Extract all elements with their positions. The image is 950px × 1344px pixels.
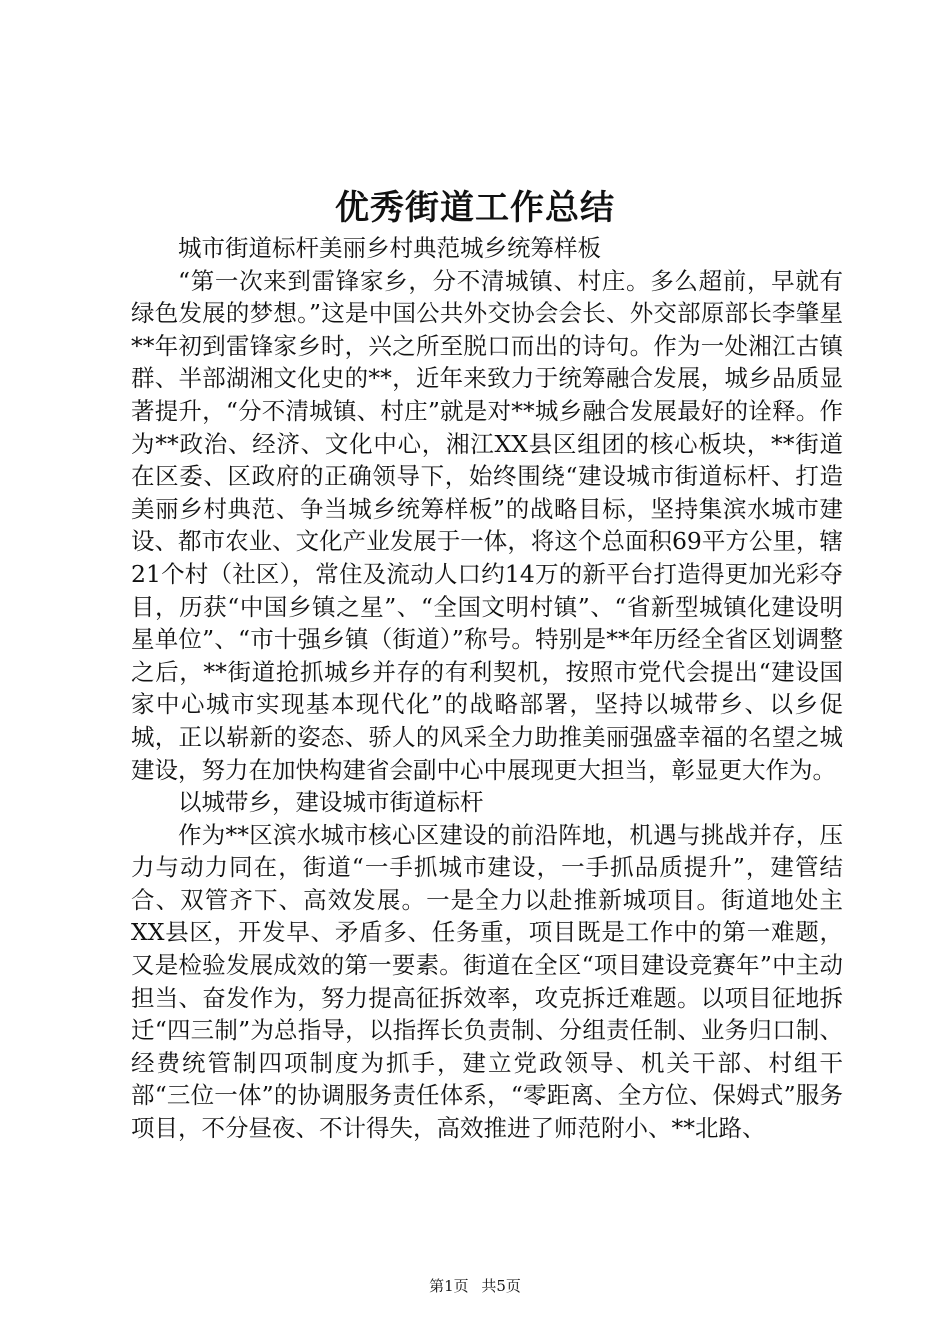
- paragraph-section-heading: 以城带乡，建设城市街道标杆: [178, 788, 484, 817]
- document-title: 优秀街道工作总结: [335, 188, 615, 228]
- paragraph-section-body: 作为**区滨水城市核心区建设的前沿阵地，机遇与挑战并存，压力与动力同在，街道“一手抓城市建设，一手抓品质提升”，建管结合、双管齐下、高效发展。一是全力以赴推新城项目。街道地处主XX县区，开发早、矛盾多、任务重，项目既是工作中的第一难题，又是检验发展成效的第一要素。街道在全区“项目建设竞赛年”中主动担当、奋发作为，努力提高征拆效率，攻克拆迁难题。以项目征地拆迁“四三制”为总指导，以指挥长负责制、分组责任制、业务归口制、经费统管制四项制度为抓手，建立党政领导、机关干部、村组干部“三位一体”的协调服务责任体系，“零距离、全方位、保姆式”服务项目，不分昼夜、不计得失，高效推进了师范附小、**北路、: [131, 820, 843, 1143]
- page-number: 第1页: [429, 1277, 469, 1295]
- page-footer: [0, 1276, 950, 1296]
- document-body: [131, 232, 843, 1145]
- page-total: 共5页: [481, 1277, 521, 1295]
- paragraph-intro: “第一次来到雷锋家乡，分不清城镇、村庄。多么超前，早就有绿色发展的梦想。”这是中国公共外交协会会长、外交部原部长李肇星**年初到雷锋家乡时，兴之所至脱口而出的诗句。作为一处湘江古镇群、半部湖湘文化史的**，近年来致力于统筹融合发展，城乡品质显著提升，“分不清城镇、村庄”就是对**城乡融合发展最好的诠释。作为**政治、经济、文化中心，湘江XX县区组团的核心板块，**街道在区委、区政府的正确领导下，始终围绕“建设城市街道标杆、打造美丽乡村典范、争当城乡统筹样板”的战略目标，坚持集滨水城市建设、都市农业、文化产业发展于一体，将这个总面积69平方公里，辖21个村（社区），常住及流动人口约14万的新平台打造得更加光彩夺目，历获“中国乡镇之星”、“全国文明村镇”、“省新型城镇化建设明星单位”、“市十强乡镇（街道）”称号。特别是**年历经全省区划调整之后，**街道抢抓城乡并存的有利契机，按照市党代会提出“建设国家中心城市实现基本现代化”的战略部署，坚持以城带乡、以乡促城，正以崭新的姿态、骄人的风采全力助推美丽强盛幸福的名望之城建设，努力在加快构建省会副中心中展现更大担当，彰显更大作为。: [131, 266, 843, 784]
- paragraph-subtitle: 城市街道标杆美丽乡村典范城乡统筹样板: [178, 234, 601, 262]
